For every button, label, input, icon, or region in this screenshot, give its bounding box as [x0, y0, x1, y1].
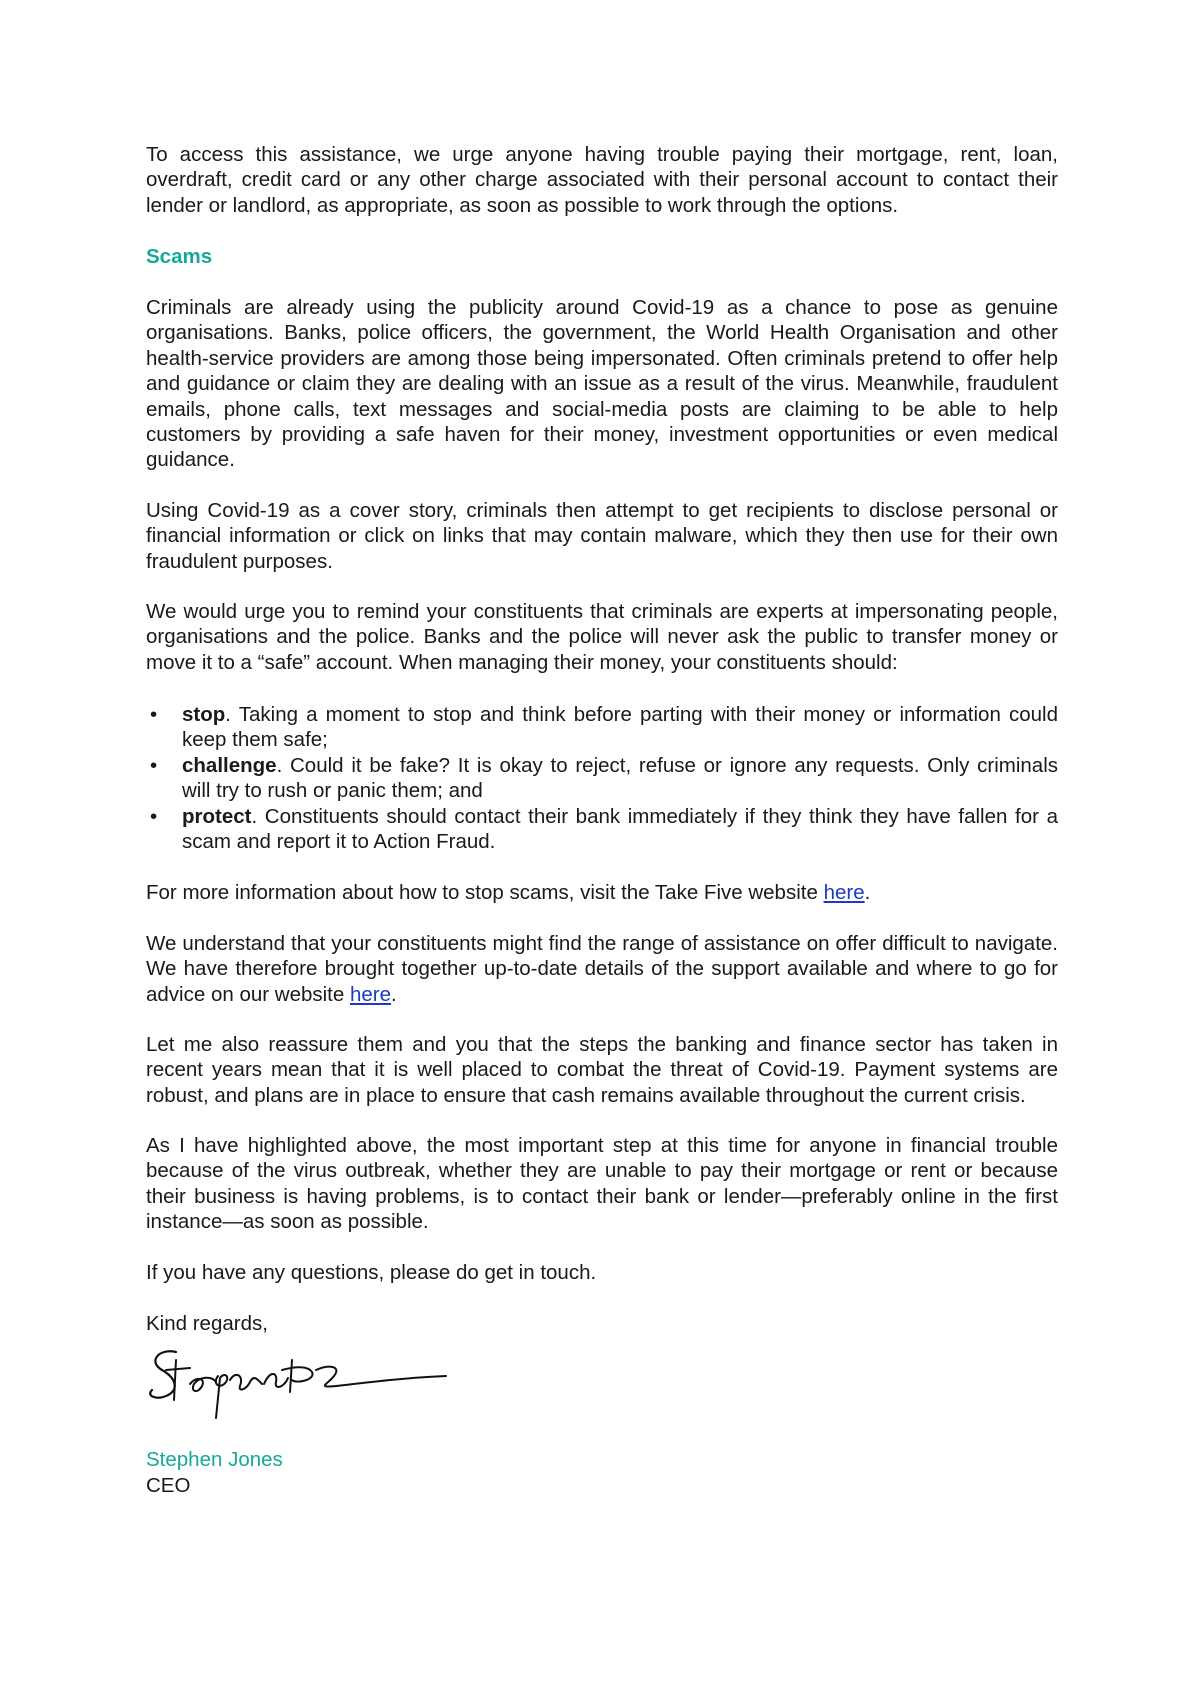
paragraph-questions: If you have any questions, please do get in touch. — [146, 1261, 597, 1284]
paragraph-access-assistance: To access this assistance, we urge anyone having trouble paying their mortgage, rent, loan, overdraft, credit card or any other charge associated with their personal account to contact their lender or landlord, as appropriate, as soon as possible to work through the options. — [146, 143, 1058, 217]
bullet-keyword: stop — [182, 703, 226, 726]
bullet-text: . Taking a moment to stop and think before parting with their money or information could keep them safe; — [182, 703, 1058, 752]
paragraph-urge-constituents: We would urge you to remind your constituents that criminals are experts at impersonating people, organisations and the police. Banks and the police will never ask the public to transfer money or move it to a “safe” account. When managing their money, your constituents should: — [146, 600, 1058, 674]
navigate-end: . — [391, 982, 397, 1006]
bullet-text: . Could it be fake? It is okay to reject, refuse or ignore any requests. Only criminals will try to rush or panic them; and — [182, 753, 1058, 803]
navigate-text: We understand that your constituents might find the range of assistance on offer difficult to navigate. We have therefore brought together up-to-date details of the support available and where to go for advice on our website — [146, 932, 1058, 1006]
bullet-text: . Constituents should contact their bank immediately if they think they have fallen for a scam and report it to Action Fraud. — [182, 804, 1058, 854]
signatory-title: CEO — [146, 1474, 191, 1497]
bullet-item-protect — [146, 804, 1058, 855]
bullet-icon: • — [150, 804, 158, 828]
take-five-end: . — [864, 881, 871, 904]
paragraph-navigate — [146, 931, 1058, 1007]
take-five-text: For more information about how to stop scams, visit the Take Five website — [146, 881, 824, 904]
advice-bullet-list — [146, 702, 1058, 854]
signature-icon — [146, 1340, 456, 1420]
signatory-name: Stephen Jones — [146, 1448, 283, 1471]
paragraph-highlighted: As I have highlighted above, the most important step at this time for anyone in financial trouble because of the virus outbreak, whether they are unable to pay their mortgage or rent or because their business is having problems, is to contact their bank or lender—preferably online in the first instance—as soon as possible. — [146, 1134, 1058, 1234]
bullet-keyword: protect — [182, 804, 252, 828]
bullet-icon: • — [150, 703, 158, 726]
bullet-icon: • — [150, 753, 158, 777]
bullet-keyword: challenge — [182, 753, 277, 777]
paragraph-criminals: Criminals are already using the publicity around Covid-19 as a chance to pose as genuine organisations. Banks, police officers, the government, the World Health Organisation and other health-service providers are among those being impersonated. Often criminals pretend to offer help and guidance or claim they are dealing with an issue as a result of the virus. Meanwhile, fraudulent emails, phone calls, text messages and social-media posts are claiming to be able to help customers by providing a safe haven for their money, investment opportunities or even medical guidance. — [146, 296, 1058, 472]
take-five-link[interactable]: here — [823, 881, 865, 904]
section-heading-scams: Scams — [146, 245, 213, 268]
closing-regards: Kind regards, — [146, 1312, 268, 1335]
paragraph-cover-story: Using Covid-19 as a cover story, criminals then attempt to get recipients to disclose personal or financial information or click on links that may contain malware, which they then use for their own fraudulent purposes. — [146, 499, 1058, 573]
paragraph-reassure: Let me also reassure them and you that the steps the banking and finance sector has taken in recent years mean that it is well placed to combat the threat of Covid-19. Payment systems are robust, and plans are in place to ensure that cash remains available throughout the current crisis. — [146, 1033, 1058, 1107]
website-help-link[interactable]: here — [349, 982, 392, 1006]
paragraph-take-five — [146, 880, 1058, 905]
bullet-item-stop — [146, 702, 1058, 753]
bullet-item-challenge — [146, 753, 1058, 804]
